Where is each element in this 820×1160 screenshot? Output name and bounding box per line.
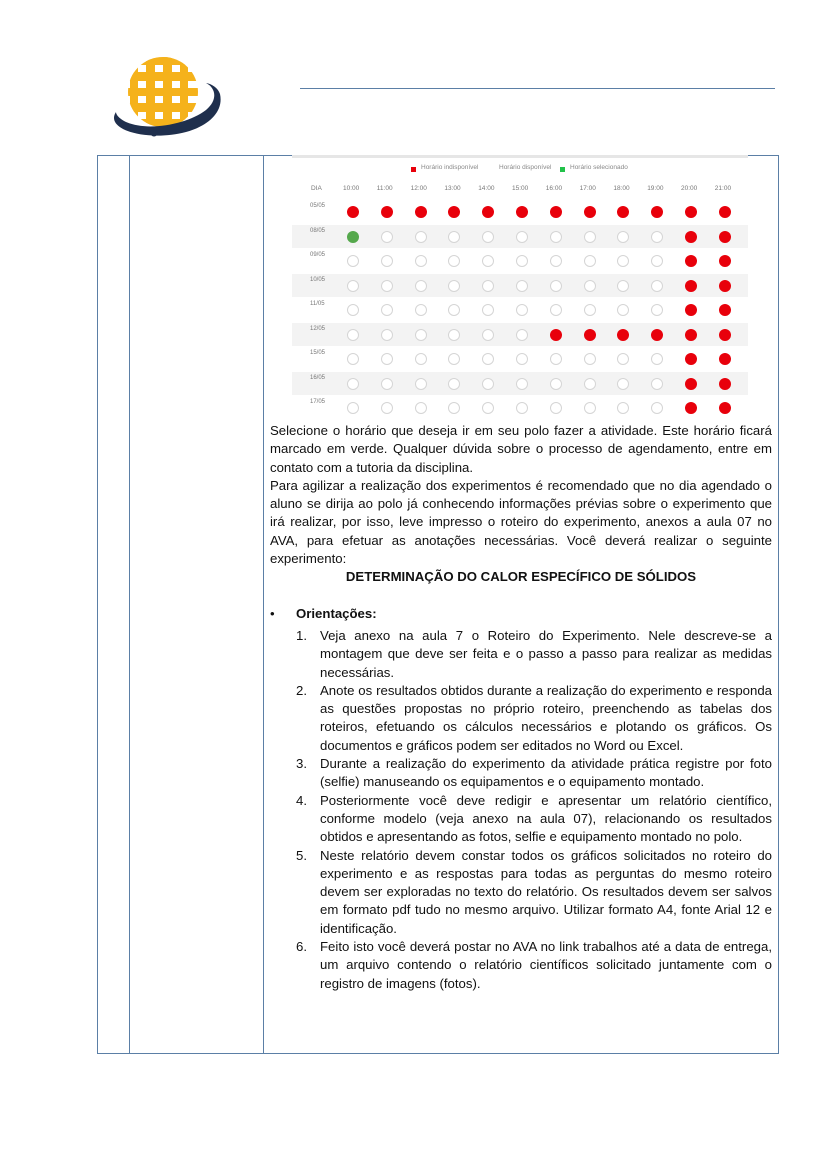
schedule-day-label: 12/05: [310, 325, 326, 332]
schedule-row: [292, 298, 748, 321]
time-slot-available[interactable]: [550, 231, 562, 243]
step-number: 3.: [296, 756, 307, 772]
time-slot-available[interactable]: [381, 378, 393, 390]
step-number: 1.: [296, 627, 307, 643]
time-slot-unavailable: [719, 402, 731, 414]
time-slot-available[interactable]: [415, 378, 427, 390]
time-slot-unavailable: [685, 280, 697, 292]
time-slot-available[interactable]: [651, 402, 663, 414]
time-slot-unavailable: [415, 206, 427, 218]
schedule-header-row: [292, 185, 748, 199]
time-slot-available[interactable]: [516, 231, 528, 243]
time-slot-available[interactable]: [482, 353, 494, 365]
time-slot-available[interactable]: [381, 280, 393, 292]
time-slot-available[interactable]: [550, 353, 562, 365]
time-slot-available[interactable]: [381, 255, 393, 267]
schedule-row: [292, 347, 748, 370]
time-slot-available[interactable]: [617, 378, 629, 390]
time-slot-unavailable: [651, 206, 663, 218]
time-slot-available[interactable]: [347, 378, 359, 390]
step-number: 5.: [296, 847, 307, 863]
schedule-row: [292, 274, 748, 297]
schedule-grid: [292, 155, 748, 418]
time-slot-available[interactable]: [516, 402, 528, 414]
time-slot-available[interactable]: [448, 280, 460, 292]
schedule-day-label: 09/05: [310, 252, 326, 258]
time-slot-available[interactable]: [415, 255, 427, 267]
time-slot-unavailable: [685, 402, 697, 414]
time-slot-available[interactable]: [651, 231, 663, 243]
time-column-header: 12:00: [410, 185, 427, 192]
time-slot-available[interactable]: [482, 280, 494, 292]
time-slot-available[interactable]: [617, 280, 629, 292]
time-column-header: 21:00: [714, 185, 732, 192]
time-slot-available[interactable]: [584, 280, 596, 292]
schedule-day-label: 17/05: [310, 399, 326, 405]
header-rule: [300, 88, 775, 89]
time-slot-available[interactable]: [617, 231, 629, 243]
time-column-header: 19:00: [647, 185, 664, 192]
orientation-steps: [270, 627, 772, 993]
time-slot-unavailable: [617, 329, 629, 341]
schedule-legend: [292, 164, 748, 176]
day-column-header: DIA: [311, 185, 322, 192]
schedule-day-label: 16/05: [310, 374, 326, 381]
time-slot-available[interactable]: [415, 353, 427, 365]
time-slot-available[interactable]: [651, 304, 663, 316]
time-slot-unavailable: [550, 206, 562, 218]
time-column-header: 17:00: [579, 185, 596, 192]
time-slot-unavailable: [685, 206, 697, 218]
time-slot-available[interactable]: [651, 378, 663, 390]
time-slot-unavailable: [719, 304, 731, 316]
time-slot-available[interactable]: [347, 329, 359, 341]
time-column-header: 18:00: [613, 185, 630, 192]
time-slot-available[interactable]: [415, 329, 427, 341]
column-divider: [263, 155, 264, 1054]
time-column-header: 13:00: [444, 185, 461, 192]
time-column-header: 11:00: [376, 185, 393, 192]
time-slot-available[interactable]: [584, 353, 596, 365]
step-text: Feito isto você deverá postar no AVA no link trabalhos até a data de entrega, um arquivo contendo o relatório científicos solicitado juntamente com o registro de imagens (fotos).: [320, 939, 772, 991]
time-slot-available[interactable]: [550, 304, 562, 316]
time-slot-unavailable: [719, 280, 731, 292]
step-text: Neste relatório devem constar todos os gráficos solicitados no roteiro do experimento e as respostas para todas as perguntas do mesmo roteiro devem ser exploradas no texto do relatório. Os resultados devem ser salvos em formato pdf tudo no mesmo arquivo. Utilizar formato A4, fonte Arial 12 e identificação.: [320, 847, 772, 936]
time-slot-available[interactable]: [482, 231, 494, 243]
time-slot-available[interactable]: [482, 402, 494, 414]
schedule-top-bar: [292, 155, 748, 158]
time-slot-available[interactable]: [448, 255, 460, 267]
list-item: [270, 847, 772, 938]
time-slot-available[interactable]: [347, 255, 359, 267]
time-slot-available[interactable]: [347, 304, 359, 316]
time-slot-available[interactable]: [584, 402, 596, 414]
time-slot-available[interactable]: [651, 255, 663, 267]
time-slot-unavailable: [617, 206, 629, 218]
time-slot-available[interactable]: [381, 329, 393, 341]
step-number: 2.: [296, 682, 307, 698]
time-slot-unavailable: [685, 231, 697, 243]
time-slot-unavailable: [719, 255, 731, 267]
time-slot-available[interactable]: [347, 402, 359, 414]
schedule-row: [292, 225, 748, 248]
legend-unavailable-swatch: [411, 167, 416, 172]
step-text: Anote os resultados obtidos durante a realização do experimento e responda as questões propostas no próprio roteiro, preenchendo as tabelas dos roteiros, efetuando os cálculos necessários e plotando os gráficos. Os documentos e gráficos podem ser editados no Word ou Excel.: [320, 682, 772, 753]
time-slot-available[interactable]: [584, 231, 596, 243]
time-slot-available[interactable]: [584, 304, 596, 316]
experiment-title: DETERMINAÇÃO DO CALOR ESPECÍFICO DE SÓLIDOS: [345, 569, 697, 585]
time-slot-available[interactable]: [448, 329, 460, 341]
time-slot-available[interactable]: [516, 329, 528, 341]
time-slot-unavailable: [584, 329, 596, 341]
time-slot-available[interactable]: [482, 304, 494, 316]
bullet-icon: •: [270, 605, 275, 621]
time-slot-available[interactable]: [381, 304, 393, 316]
schedule-row: [292, 249, 748, 272]
time-slot-available[interactable]: [415, 231, 427, 243]
time-slot-available[interactable]: [381, 231, 393, 243]
step-text: Veja anexo na aula 7 o Roteiro do Experimento. Nele descreve-se a montagem que deve ser feita e o passo a passo para realizar as medidas necessárias.: [320, 627, 772, 680]
time-slot-available[interactable]: [347, 280, 359, 292]
time-slot-available[interactable]: [516, 304, 528, 316]
time-slot-unavailable: [651, 329, 663, 341]
time-slot-available[interactable]: [516, 378, 528, 390]
schedule-row: [292, 200, 748, 223]
time-slot-unavailable: [685, 255, 697, 267]
schedule-day-label: 11/05: [310, 301, 325, 307]
list-item: [270, 938, 772, 993]
step-number: 6.: [296, 939, 307, 955]
legend-available-label: Horário disponível: [499, 164, 552, 171]
schedule-day-label: 15/05: [310, 350, 326, 356]
schedule-day-label: 08/05: [310, 227, 326, 234]
paragraph-preparation: Para agilizar a realização dos experimentos é recomendado que no dia agendado o aluno se dirija ao polo já conhecendo informações prévias sobre o experimento que irá realizar, por isso, leve impresso o roteiro do experimento, anexos a aula 07 no AVA, para efetuar as anotações necessárias. Você deverá realizar o seguinte experimento:: [270, 477, 772, 567]
time-slot-available[interactable]: [448, 231, 460, 243]
time-slot-available[interactable]: [584, 378, 596, 390]
time-column-header: 16:00: [545, 185, 563, 192]
time-slot-unavailable: [482, 206, 494, 218]
step-number: 4.: [296, 792, 307, 808]
step-text: Posteriormente você deve redigir e apresentar um relatório científico, conforme modelo (veja anexo na aula 07), relacionando os resultados obtidos e apresentando as fotos, selfie e equipamento montado no polo.: [320, 792, 772, 845]
time-slot-unavailable: [550, 329, 562, 341]
time-slot-unavailable: [347, 206, 359, 218]
time-slot-unavailable: [685, 353, 697, 365]
time-slot-unavailable: [516, 206, 528, 218]
time-slot-available[interactable]: [415, 280, 427, 292]
paragraph-scheduling: Selecione o horário que deseja ir em seu polo fazer a atividade. Este horário ficará marcado em verde. Qualquer dúvida sobre o processo de agendamento, entre em contato com a tutoria da disciplina.: [270, 423, 772, 475]
legend-selected-swatch: [560, 167, 565, 172]
schedule-day-label: 10/05: [310, 276, 326, 283]
time-slot-available[interactable]: [516, 280, 528, 292]
time-slot-available[interactable]: [516, 353, 528, 365]
time-slot-available[interactable]: [651, 353, 663, 365]
time-slot-available[interactable]: [617, 255, 629, 267]
time-slot-unavailable: [584, 206, 596, 218]
list-item: [270, 682, 772, 755]
time-slot-unavailable: [719, 329, 731, 341]
time-slot-available[interactable]: [482, 378, 494, 390]
time-slot-unavailable: [719, 378, 731, 390]
schedule-day-label: 05/05: [310, 203, 326, 209]
time-slot-available[interactable]: [381, 402, 393, 414]
time-slot-unavailable: [381, 206, 393, 218]
legend-unavailable-label: Horário indisponível: [421, 164, 479, 171]
schedule-row: [292, 372, 748, 395]
time-slot-available[interactable]: [448, 304, 460, 316]
time-slot-available[interactable]: [651, 280, 663, 292]
legend-selected-label: Horário selecionado: [570, 164, 628, 171]
list-item: [270, 755, 772, 792]
time-slot-unavailable: [719, 206, 731, 218]
list-item: [270, 792, 772, 847]
time-slot-available[interactable]: [550, 378, 562, 390]
time-slot-available[interactable]: [415, 304, 427, 316]
time-slot-available[interactable]: [448, 353, 460, 365]
orientations-heading: [270, 605, 772, 623]
column-divider: [129, 155, 130, 1054]
time-slot-available[interactable]: [617, 304, 629, 316]
time-slot-available[interactable]: [584, 255, 596, 267]
time-column-header: 14:00: [478, 185, 495, 192]
time-slot-available[interactable]: [550, 280, 562, 292]
time-slot-available[interactable]: [381, 353, 393, 365]
orientations-label: Orientações:: [296, 605, 377, 621]
time-slot-unavailable: [685, 304, 697, 316]
time-slot-unavailable: [719, 353, 731, 365]
time-slot-available[interactable]: [550, 402, 562, 414]
schedule-row: [292, 396, 748, 419]
list-item: [270, 627, 772, 682]
time-slot-selected[interactable]: [347, 231, 359, 243]
time-slot-available[interactable]: [516, 255, 528, 267]
time-column-header: 20:00: [681, 185, 698, 192]
time-slot-available[interactable]: [482, 329, 494, 341]
schedule-row: [292, 323, 748, 346]
time-slot-unavailable: [685, 378, 697, 390]
time-slot-available[interactable]: [482, 255, 494, 267]
time-slot-available[interactable]: [448, 402, 460, 414]
time-slot-available[interactable]: [617, 353, 629, 365]
time-slot-available[interactable]: [448, 378, 460, 390]
time-column-header: 10:00: [343, 185, 360, 192]
instructions-body: [270, 422, 772, 993]
time-slot-unavailable: [719, 231, 731, 243]
globe-orbit-logo-icon: [108, 50, 226, 140]
time-slot-unavailable: [448, 206, 460, 218]
time-slot-available[interactable]: [617, 402, 629, 414]
step-text: Durante a realização do experimento da atividade prática registre por foto (selfie) manuseando os equipamentos e o equipamento montado.: [320, 756, 772, 790]
time-slot-unavailable: [685, 329, 697, 341]
time-slot-available[interactable]: [550, 255, 562, 267]
time-slot-available[interactable]: [415, 402, 427, 414]
time-slot-available[interactable]: [347, 353, 359, 365]
time-column-header: 15:00: [512, 185, 529, 192]
